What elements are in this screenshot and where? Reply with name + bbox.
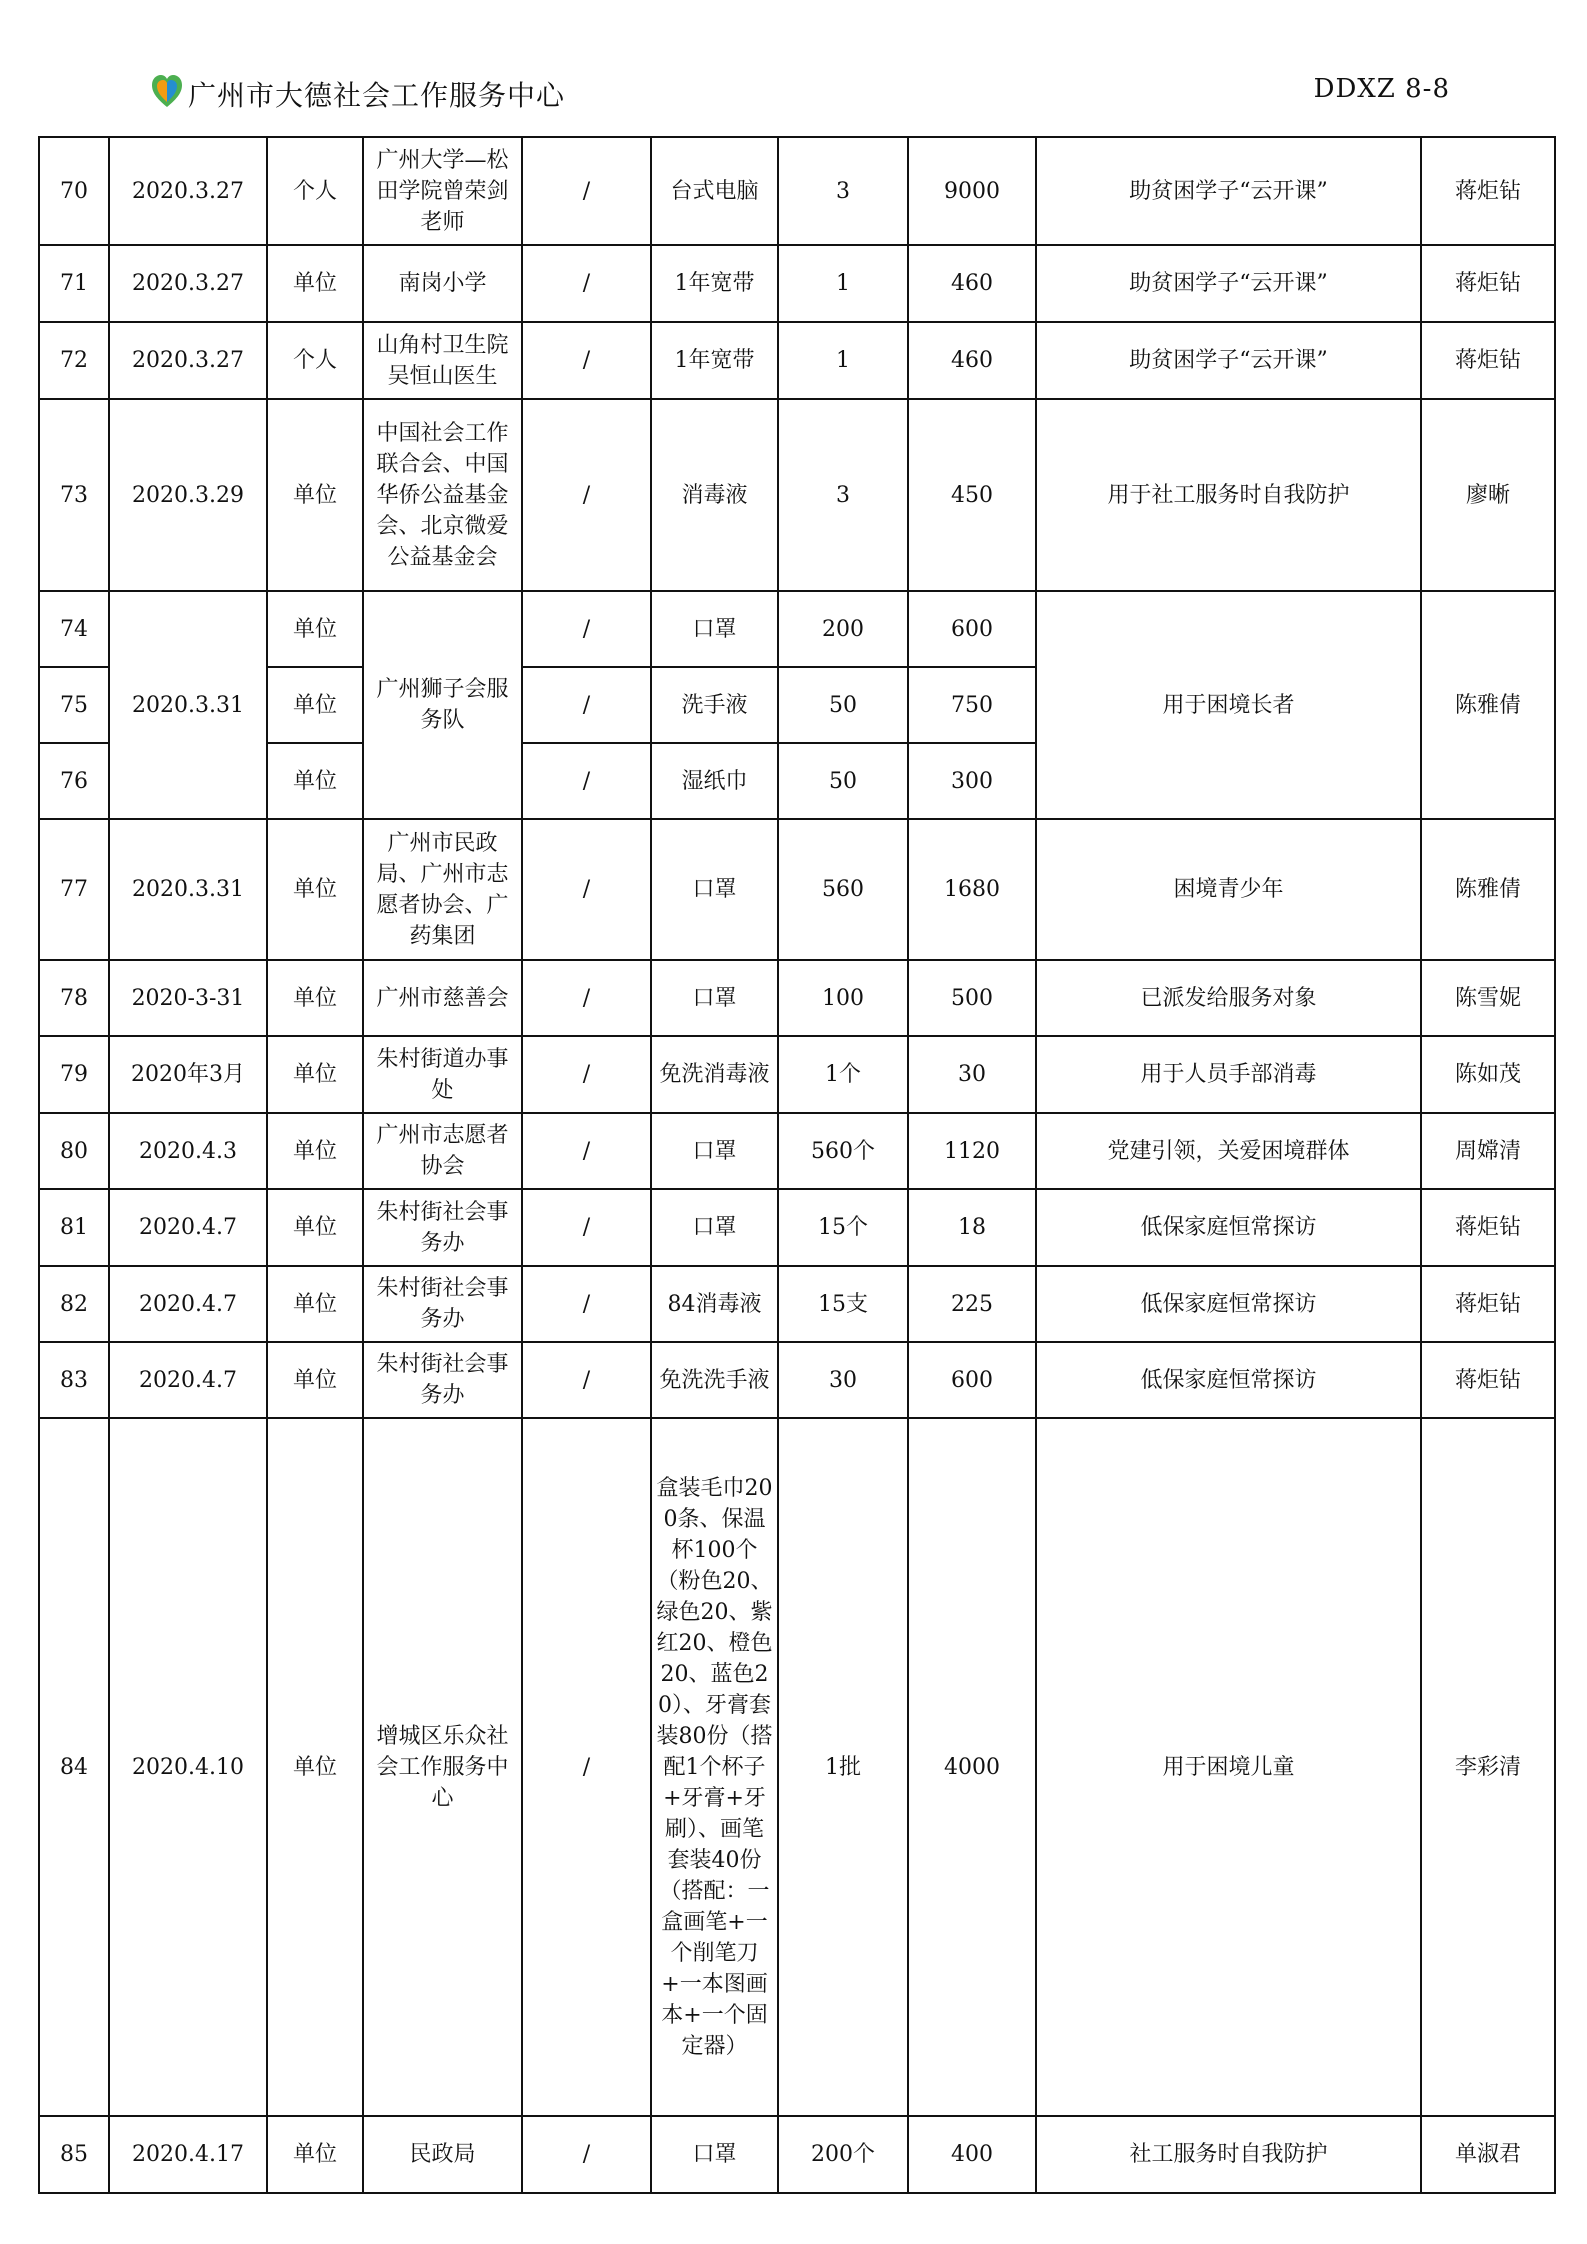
row-handler: 蒋炬钻	[1421, 245, 1555, 322]
row-no: 70	[39, 137, 109, 245]
row-item: 盒装毛巾200条、保温杯100个（粉色20、绿色20、紫红20、橙色20、蓝色20）、牙膏套装80份（搭配1个杯子+牙膏+牙刷）、画笔套装40份（搭配：一盒画笔+一个削笔刀+一本图画本+一个固定器）	[651, 1418, 778, 2116]
row-type: 单位	[267, 1036, 363, 1113]
row-no: 74	[39, 591, 109, 667]
row-item: 消毒液	[651, 399, 778, 591]
row-type: 个人	[267, 137, 363, 245]
row-mark: /	[522, 1342, 651, 1418]
row-mark: /	[522, 1036, 651, 1113]
row-use: 低保家庭恒常探访	[1036, 1266, 1421, 1342]
row-no: 85	[39, 2116, 109, 2193]
row-amount: 460	[908, 245, 1036, 322]
table-row	[39, 819, 1555, 960]
row-qty: 3	[778, 399, 908, 591]
row-mark: /	[522, 667, 651, 743]
row-mark: /	[522, 2116, 651, 2193]
row-no: 75	[39, 667, 109, 743]
row-no: 76	[39, 743, 109, 819]
row-qty: 30	[778, 1342, 908, 1418]
row-date: 2020.3.29	[109, 399, 267, 591]
row-donor: 广州狮子会服务队	[363, 591, 522, 819]
row-amount: 300	[908, 743, 1036, 819]
row-use: 用于社工服务时自我防护	[1036, 399, 1421, 591]
row-handler: 蒋炬钻	[1421, 1342, 1555, 1418]
table-row	[39, 245, 1555, 322]
row-qty: 560	[778, 819, 908, 960]
row-type: 单位	[267, 743, 363, 819]
table-row	[39, 1189, 1555, 1266]
row-donor: 增城区乐众社会工作服务中心	[363, 1418, 522, 2116]
row-item: 口罩	[651, 1113, 778, 1189]
row-amount: 600	[908, 591, 1036, 667]
row-qty: 1批	[778, 1418, 908, 2116]
row-item: 口罩	[651, 2116, 778, 2193]
row-amount: 1120	[908, 1113, 1036, 1189]
row-handler: 蒋炬钻	[1421, 137, 1555, 245]
row-amount: 225	[908, 1266, 1036, 1342]
row-handler: 李彩清	[1421, 1418, 1555, 2116]
row-date: 2020.3.27	[109, 322, 267, 399]
table-row	[39, 137, 1555, 245]
org-name: 广州市大德社会工作服务中心	[188, 79, 566, 112]
row-use: 用于人员手部消毒	[1036, 1036, 1421, 1113]
row-type: 单位	[267, 1418, 363, 2116]
row-type: 单位	[267, 591, 363, 667]
row-date: 2020.4.17	[109, 2116, 267, 2193]
row-mark: /	[522, 591, 651, 667]
row-handler: 周嫦清	[1421, 1113, 1555, 1189]
row-type: 单位	[267, 819, 363, 960]
row-use: 低保家庭恒常探访	[1036, 1189, 1421, 1266]
row-mark: /	[522, 743, 651, 819]
row-date: 2020.4.3	[109, 1113, 267, 1189]
row-item: 口罩	[651, 591, 778, 667]
row-item: 口罩	[651, 960, 778, 1036]
row-date: 2020-3-31	[109, 960, 267, 1036]
row-item: 1年宽带	[651, 245, 778, 322]
row-amount: 450	[908, 399, 1036, 591]
row-use: 助贫困学子“云开课”	[1036, 245, 1421, 322]
row-handler: 单淑君	[1421, 2116, 1555, 2193]
row-donor: 中国社会工作联合会、中国华侨公益基金会、北京微爱公益基金会	[363, 399, 522, 591]
row-use: 社工服务时自我防护	[1036, 2116, 1421, 2193]
row-amount: 1680	[908, 819, 1036, 960]
row-no: 79	[39, 1036, 109, 1113]
row-type: 单位	[267, 1189, 363, 1266]
row-handler: 蒋炬钻	[1421, 1189, 1555, 1266]
row-qty: 1个	[778, 1036, 908, 1113]
row-mark: /	[522, 399, 651, 591]
row-no: 82	[39, 1266, 109, 1342]
row-date: 2020.3.31	[109, 591, 267, 819]
row-item: 口罩	[651, 819, 778, 960]
table-row	[39, 1036, 1555, 1113]
row-amount: 400	[908, 2116, 1036, 2193]
table-row	[39, 591, 1555, 667]
donation-ledger-table	[38, 136, 1556, 2194]
row-type: 单位	[267, 667, 363, 743]
row-no: 84	[39, 1418, 109, 2116]
row-qty: 560个	[778, 1113, 908, 1189]
row-amount: 9000	[908, 137, 1036, 245]
row-use: 用于困境儿童	[1036, 1418, 1421, 2116]
row-use: 助贫困学子“云开课”	[1036, 322, 1421, 399]
row-date: 2020.4.7	[109, 1342, 267, 1418]
row-date: 2020.4.7	[109, 1266, 267, 1342]
table-row	[39, 399, 1555, 591]
row-donor: 朱村街道办事处	[363, 1036, 522, 1113]
row-no: 81	[39, 1189, 109, 1266]
row-amount: 750	[908, 667, 1036, 743]
row-donor: 广州市民政局、广州市志愿者协会、广药集团	[363, 819, 522, 960]
row-amount: 18	[908, 1189, 1036, 1266]
row-amount: 500	[908, 960, 1036, 1036]
row-qty: 1	[778, 322, 908, 399]
row-mark: /	[522, 1418, 651, 2116]
row-qty: 200	[778, 591, 908, 667]
row-item: 洗手液	[651, 667, 778, 743]
row-date: 2020年3月	[109, 1036, 267, 1113]
row-no: 78	[39, 960, 109, 1036]
row-qty: 1	[778, 245, 908, 322]
row-qty: 200个	[778, 2116, 908, 2193]
row-mark: /	[522, 819, 651, 960]
row-handler: 陈雅倩	[1421, 591, 1555, 819]
row-handler: 廖晰	[1421, 399, 1555, 591]
row-item: 84消毒液	[651, 1266, 778, 1342]
row-item: 免洗洗手液	[651, 1342, 778, 1418]
row-date: 2020.3.27	[109, 137, 267, 245]
row-type: 个人	[267, 322, 363, 399]
row-date: 2020.3.31	[109, 819, 267, 960]
row-mark: /	[522, 245, 651, 322]
row-handler: 陈雅倩	[1421, 819, 1555, 960]
row-mark: /	[522, 322, 651, 399]
row-date: 2020.3.27	[109, 245, 267, 322]
document-code: DDXZ 8-8	[1313, 74, 1450, 104]
table-row	[39, 1342, 1555, 1418]
table-row	[39, 960, 1555, 1036]
table-row	[39, 322, 1555, 399]
row-use: 低保家庭恒常探访	[1036, 1342, 1421, 1418]
table-row	[39, 2116, 1555, 2193]
row-no: 72	[39, 322, 109, 399]
row-qty: 50	[778, 667, 908, 743]
row-mark: /	[522, 960, 651, 1036]
row-type: 单位	[267, 1113, 363, 1189]
row-date: 2020.4.7	[109, 1189, 267, 1266]
row-no: 73	[39, 399, 109, 591]
row-no: 80	[39, 1113, 109, 1189]
row-mark: /	[522, 1113, 651, 1189]
row-qty: 15支	[778, 1266, 908, 1342]
row-donor: 南岗小学	[363, 245, 522, 322]
table-row	[39, 1418, 1555, 2116]
row-mark: /	[522, 137, 651, 245]
row-qty: 100	[778, 960, 908, 1036]
page-header	[150, 68, 1450, 114]
table-row	[39, 1266, 1555, 1342]
row-handler: 陈如茂	[1421, 1036, 1555, 1113]
row-donor: 朱村街社会事务办	[363, 1266, 522, 1342]
row-donor: 民政局	[363, 2116, 522, 2193]
row-no: 77	[39, 819, 109, 960]
row-handler: 陈雪妮	[1421, 960, 1555, 1036]
row-amount: 600	[908, 1342, 1036, 1418]
row-item: 1年宽带	[651, 322, 778, 399]
row-no: 83	[39, 1342, 109, 1418]
table-row	[39, 1113, 1555, 1189]
row-donor: 广州市慈善会	[363, 960, 522, 1036]
row-type: 单位	[267, 245, 363, 322]
row-handler: 蒋炬钻	[1421, 1266, 1555, 1342]
row-amount: 460	[908, 322, 1036, 399]
row-use: 已派发给服务对象	[1036, 960, 1421, 1036]
row-item: 台式电脑	[651, 137, 778, 245]
row-donor: 广州市志愿者协会	[363, 1113, 522, 1189]
row-item: 湿纸巾	[651, 743, 778, 819]
row-use: 用于困境长者	[1036, 591, 1421, 819]
row-handler: 蒋炬钻	[1421, 322, 1555, 399]
row-donor: 广州大学—松田学院曾荣剑老师	[363, 137, 522, 245]
row-qty: 3	[778, 137, 908, 245]
row-type: 单位	[267, 2116, 363, 2193]
row-date: 2020.4.10	[109, 1418, 267, 2116]
row-mark: /	[522, 1266, 651, 1342]
row-donor: 朱村街社会事务办	[363, 1189, 522, 1266]
row-type: 单位	[267, 960, 363, 1036]
row-amount: 30	[908, 1036, 1036, 1113]
row-qty: 50	[778, 743, 908, 819]
row-use: 党建引领，关爱困境群体	[1036, 1113, 1421, 1189]
row-type: 单位	[267, 399, 363, 591]
row-mark: /	[522, 1189, 651, 1266]
row-type: 单位	[267, 1266, 363, 1342]
row-donor: 山角村卫生院吴恒山医生	[363, 322, 522, 399]
row-use: 助贫困学子“云开课”	[1036, 137, 1421, 245]
heart-logo-icon	[150, 72, 184, 110]
row-no: 71	[39, 245, 109, 322]
row-item: 口罩	[651, 1189, 778, 1266]
row-qty: 15个	[778, 1189, 908, 1266]
row-type: 单位	[267, 1342, 363, 1418]
row-donor: 朱村街社会事务办	[363, 1342, 522, 1418]
row-item: 免洗消毒液	[651, 1036, 778, 1113]
row-amount: 4000	[908, 1418, 1036, 2116]
row-use: 困境青少年	[1036, 819, 1421, 960]
